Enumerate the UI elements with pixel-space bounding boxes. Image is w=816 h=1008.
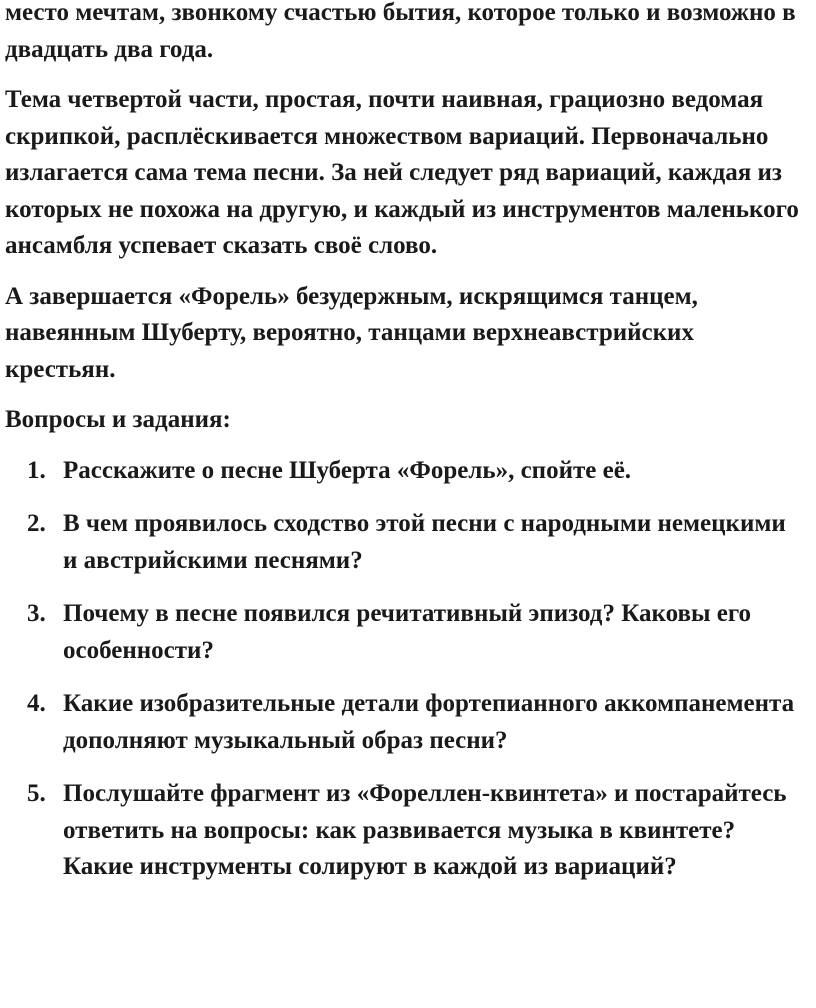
- question-text: Расскажите о песне Шуберта «Форель», спойте её.: [63, 456, 632, 484]
- question-number: 3.: [27, 600, 46, 627]
- question-item: [5, 686, 805, 759]
- question-number: 4.: [27, 690, 46, 717]
- question-text: Послушайте фрагмент из «Фореллен-квинтета» и постарайтесь ответить на вопросы: как развивается музыка в квинтете? Какие инструменты солируют в каждой из вариаций?: [63, 780, 787, 880]
- document-page: [5, 0, 805, 903]
- question-item: [5, 596, 805, 669]
- question-item: [5, 453, 805, 490]
- question-number: 2.: [27, 510, 46, 537]
- question-number: 5.: [27, 780, 46, 807]
- question-item: [5, 776, 805, 886]
- question-text: Почему в песне появился речитативный эпизод? Каковы его особенности?: [63, 600, 752, 664]
- questions-heading: Вопросы и задания:: [5, 406, 231, 433]
- paragraph-finale: А завершается «Форель» безудержным, искрящимся танцем, навеянным Шуберту, вероятно, танцами верхнеавстрийских крестьян.: [5, 282, 698, 383]
- question-item: [5, 506, 805, 579]
- question-number: 1.: [27, 456, 46, 484]
- question-text: Какие изобразительные детали фортепианного аккомпанемента дополняют музыкальный образ песни?: [63, 690, 795, 754]
- paragraph-intro-end: место мечтам, звонкому счастью бытия, которое только и возможно в двадцать два года.: [5, 0, 796, 63]
- paragraph-fourth-part: Тема четвертой части, простая, почти наивная, грациозно ведомая скрипкой, расплёскивается множеством вариаций. Первоначально излагается сама тема песни. За ней следует ряд вариаций, каждая из которых не похожа на другую, и каждый из инструментов маленького ансамбля успевает сказать своё слово.: [5, 86, 799, 259]
- question-text: В чем проявилось сходство этой песни с народными немецкими и австрийскими песнями?: [63, 510, 786, 574]
- questions-list: [5, 453, 805, 886]
